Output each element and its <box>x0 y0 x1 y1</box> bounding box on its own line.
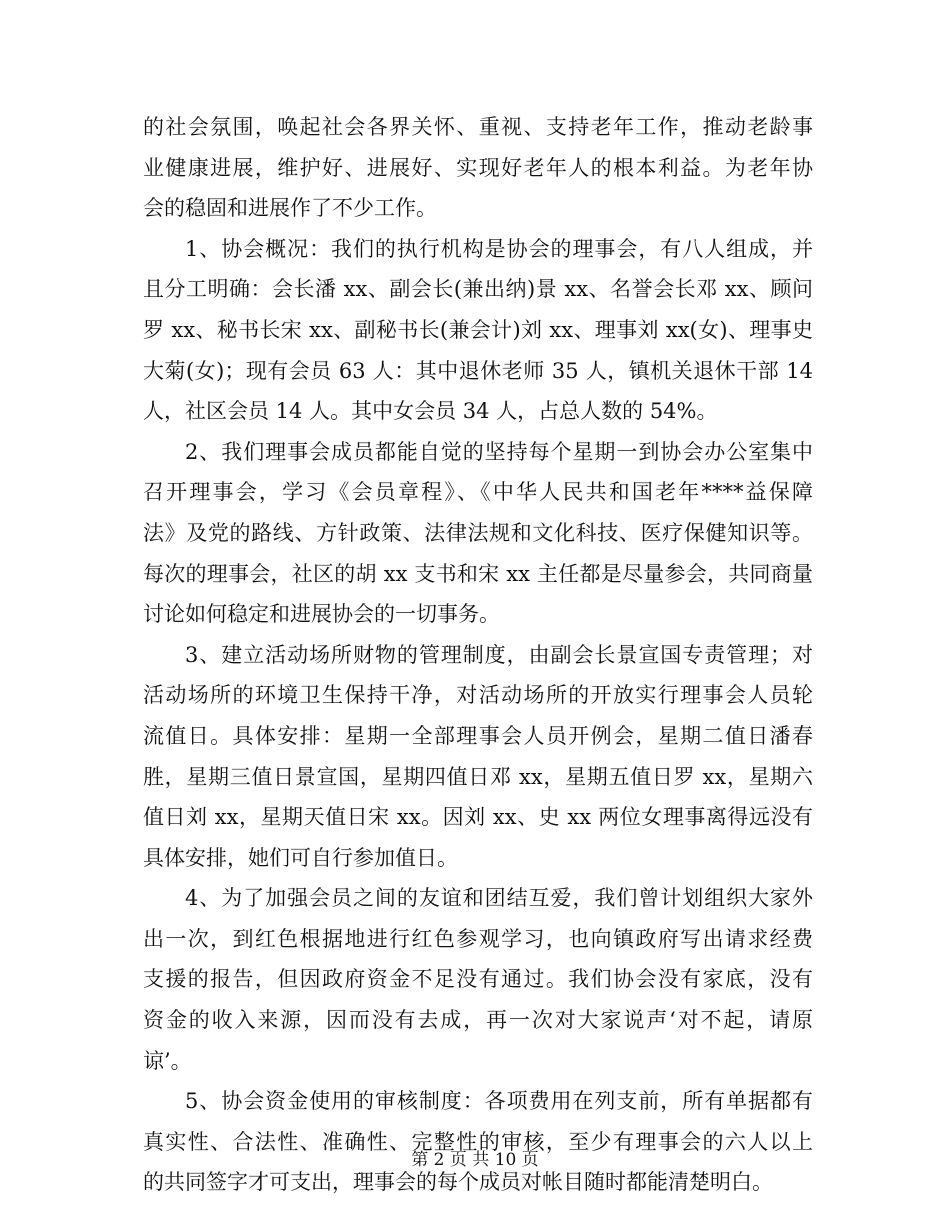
paragraph-5-line: 真实性、合法性、准确性、完整性的审核，至少有理事会的六人以上 <box>143 1129 813 1154</box>
paragraph-3-line: 3、建立活动场所财物的管理制度，由副会长景宣国专责管理；对 <box>185 642 813 667</box>
text-line: 业健康进展，维护好、进展好、实现好老年人的根本利益。为老年协 <box>143 155 813 180</box>
paragraph-5-line: 的共同签字才可支出，理事会的每个成员对帐目随时都能清楚明白。 <box>143 1170 773 1195</box>
paragraph-3-line: 胜，星期三值日景宣国，星期四值日邓 xx，星期五值日罗 xx，星期六 <box>143 764 813 789</box>
paragraph-1-line: 且分工明确：会长潘 xx、副会长(兼出纳)景 xx、名誉会长邓 xx、顾问 <box>143 277 813 302</box>
paragraph-3-line: 值日刘 xx，星期天值日宋 xx。因刘 xx、史 xx 两位女理事离得远没有 <box>143 805 813 830</box>
paragraph-2-line: 2、我们理事会成员都能自觉的坚持每个星期一到协会办公室集中 <box>185 439 813 464</box>
paragraph-1-line: 1、协会概况：我们的执行机构是协会的理事会，有八人组成，并 <box>185 236 813 261</box>
paragraph-2-line: 法》及党的路线、方针政策、法律法规和文化科技、医疗保健知识等。 <box>143 520 813 545</box>
paragraph-2-line: 讨论如何稳定和进展协会的一切事务。 <box>143 602 500 627</box>
paragraph-1-line: 罗 xx、秘书长宋 xx、副秘书长(兼会计)刘 xx、理事刘 xx(女)、理事史 <box>143 317 813 342</box>
paragraph-1-line: 大菊(女)；现有会员 63 人：其中退休老师 35 人，镇机关退休干部 14 <box>143 358 813 383</box>
document-body <box>143 107 813 1203</box>
paragraph-5-line: 5、协会资金使用的审核制度：各项费用在列支前，所有单据都有 <box>185 1089 813 1114</box>
paragraph-2-line: 每次的理事会，社区的胡 xx 支书和宋 xx 主任都是尽量参会，共同商量 <box>143 561 813 586</box>
paragraph-4-line: 谅’。 <box>143 1048 192 1073</box>
text-line: 的社会氛围，唤起社会各界关怀、重视、支持老年工作，推动老龄事 <box>143 115 813 139</box>
paragraph-1-line: 人，社区会员 14 人。其中女会员 34 人，占总人数的 54%。 <box>143 399 718 424</box>
paragraph-4-line: 出一次，到红色根据地进行红色参观学习，也向镇政府写出请求经费 <box>143 926 813 951</box>
page-number-footer: 第 2 页 共 10 页 <box>411 1150 539 1170</box>
paragraph-3-line: 流值日。具体安排：星期一全部理事会人员开例会，星期二值日潘春 <box>143 723 813 748</box>
paragraph-4-line: 4、为了加强会员之间的友谊和团结互爱，我们曾计划组织大家外 <box>185 886 813 911</box>
paragraph-3-line: 活动场所的环境卫生保持干净，对活动场所的开放实行理事会人员轮 <box>143 683 813 708</box>
paragraph-3-line: 具体安排，她们可自行参加值日。 <box>143 845 458 870</box>
paragraph-4-line: 支援的报告，但因政府资金不足没有通过。我们协会没有家底，没有 <box>143 967 813 992</box>
paragraph-4-line: 资金的收入来源，因而没有去成，再一次对大家说声‘对不起，请原 <box>143 1008 813 1033</box>
text-line: 会的稳固和进展作了不少工作。 <box>143 196 437 221</box>
paragraph-2-line: 召开理事会，学习《会员章程》、《中华人民共和国老年****益保障 <box>143 480 813 505</box>
